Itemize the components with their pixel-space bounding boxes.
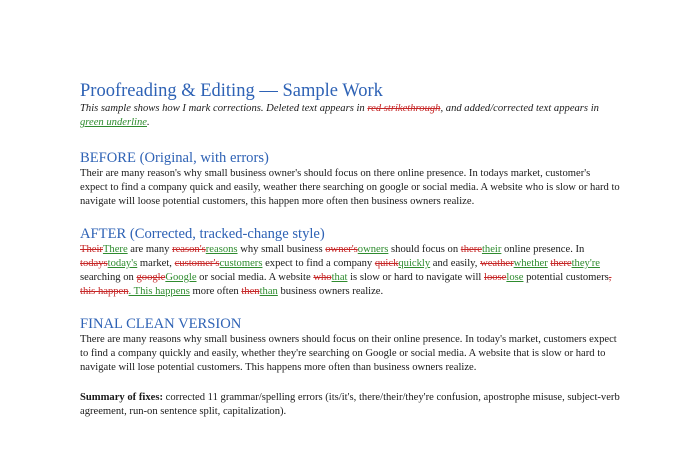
- summary-label: Summary of fixes:: [80, 392, 163, 403]
- deleted-text: quick: [374, 258, 399, 269]
- unchanged-text: potential customers: [523, 272, 609, 283]
- inserted-text: There: [102, 244, 128, 255]
- unchanged-text: market,: [137, 258, 175, 269]
- summary-paragraph: [80, 391, 620, 419]
- before-text: Their are many reason's why small business owner's should focus on there online presence. In todays market, customer's expect to find a company quick and easily, weather there searching on google or social media. A website who is slow or hard to navigate will loose potential customers, this happen more often then business owners realize.: [80, 168, 620, 207]
- inserted-text: that: [331, 272, 348, 283]
- inserted-text: lose: [506, 272, 524, 283]
- unchanged-text: should focus on: [388, 244, 461, 255]
- deleted-text: loose: [484, 272, 507, 283]
- deleted-text: owner's: [325, 244, 358, 255]
- unchanged-text: more often: [189, 286, 242, 297]
- deleted-text: there: [460, 244, 482, 255]
- deleted-text: google: [136, 272, 166, 283]
- inserted-text: today's: [107, 258, 138, 269]
- unchanged-text: are many: [127, 244, 173, 255]
- inserted-text: whether: [513, 258, 548, 269]
- inserted-text: . This happens: [128, 286, 190, 297]
- deleted-text: todays: [80, 258, 108, 269]
- inserted-text: owners: [357, 244, 389, 255]
- intro-middle: , and added/corrected text appears in: [440, 103, 599, 114]
- inserted-text: they're: [571, 258, 600, 269]
- deleted-text: reason's: [172, 244, 206, 255]
- final-heading: FINAL CLEAN VERSION: [80, 316, 242, 332]
- inserted-text: quickly: [398, 258, 431, 269]
- unchanged-text: business owners realize.: [277, 286, 384, 297]
- summary-text: corrected 11 grammar/spelling errors (its/it's, there/their/they're confusion, apostrophe misuse, subject-verb agreement, run-on sentence split, capitalization).: [80, 392, 620, 417]
- page-title: Proofreading & Editing — Sample Work: [80, 81, 383, 101]
- deleted-text: customer's: [174, 258, 220, 269]
- intro-deleted-example: red strikethrough: [367, 103, 441, 114]
- intro-text: [80, 102, 620, 130]
- deleted-text: then: [241, 286, 260, 297]
- unchanged-text: online presence. In: [501, 244, 585, 255]
- inserted-text: reasons: [205, 244, 238, 255]
- inserted-text: than: [259, 286, 278, 297]
- deleted-text: weather: [480, 258, 514, 269]
- deleted-text: , this happen: [80, 272, 612, 297]
- inserted-text: Google: [165, 272, 197, 283]
- unchanged-text: is slow or hard to navigate will: [347, 272, 484, 283]
- before-heading: BEFORE (Original, with errors): [80, 150, 269, 166]
- unchanged-text: and easily,: [430, 258, 481, 269]
- inserted-text: their: [481, 244, 502, 255]
- unchanged-text: or social media. A website: [196, 272, 314, 283]
- intro-end: .: [146, 117, 150, 128]
- after-text: [80, 243, 620, 299]
- after-heading: AFTER (Corrected, tracked-change style): [80, 226, 325, 242]
- unchanged-text: expect to find a company: [262, 258, 375, 269]
- intro-inserted-example: green underline: [80, 117, 147, 128]
- deleted-text: there: [550, 258, 572, 269]
- intro-before: This sample shows how I mark corrections. Deleted text appears in: [80, 103, 368, 114]
- deleted-text: who: [313, 272, 332, 283]
- final-text: There are many reasons why small business owners should focus on their online presence. In today's market, customers expect to find a company quickly and easily, whether they're searching on Google or social media. A website that is slow or hard to navigate will lose potential customers. This happens more often than business owners realize.: [80, 334, 617, 373]
- unchanged-text: why small business: [237, 244, 326, 255]
- deleted-text: Their: [80, 244, 103, 255]
- unchanged-text: searching on: [80, 272, 137, 283]
- inserted-text: customers: [219, 258, 263, 269]
